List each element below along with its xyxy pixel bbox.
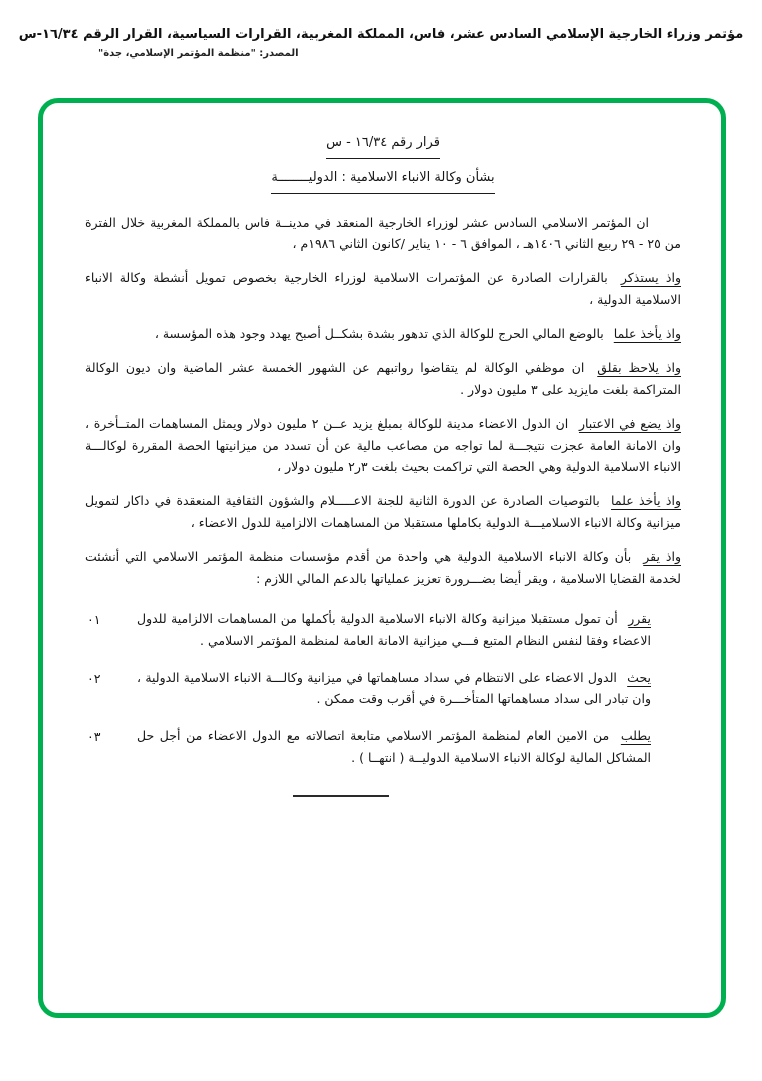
paragraph-lead: واذ يضع في الاعتبار bbox=[578, 415, 681, 431]
clause-item-2 bbox=[85, 667, 681, 711]
clause-item-1 bbox=[85, 608, 681, 652]
document-green-frame bbox=[38, 98, 726, 1018]
clause-text-block bbox=[137, 667, 651, 711]
paragraph-text: بالوضع المالي الحرج للوكالة الذي تدهور بشدة بشكــل أصبح يهدد وجود هذه المؤسسة ، bbox=[154, 326, 604, 341]
clause-text: من الامين العام لمنظمة المؤتمر الاسلامي متابعة اتصالاته مع الدول الاعضاء من أجل حل المشاكل المالية لوكالة الانباء الاسلامية الدوليــة ( انتهــا ) . bbox=[137, 728, 651, 766]
clause-lead: يحث bbox=[627, 669, 651, 685]
document-body bbox=[85, 131, 681, 797]
source-label: المصدر: "منظمة المؤتمر الإسلامي، جدة" bbox=[98, 47, 299, 59]
paragraph-noting-recommendations bbox=[85, 490, 681, 534]
clause-item-3 bbox=[85, 725, 681, 769]
clause-lead: يطلب bbox=[620, 728, 651, 744]
resolution-number-text: قرار رقم ١٦/٣٤ - س bbox=[326, 132, 440, 159]
paragraph-lead: واذ يستذكر bbox=[620, 270, 681, 286]
clause-lead: يقرر bbox=[628, 610, 651, 626]
paragraph-text: ان الدول الاعضاء مدينة للوكالة بمبلغ يزيد عــن ٢ مليون دولار ويمثل المساهمات المتــأخرة ، وان الامانة العامة عجزت نتيجـــة لما تواجه من مصاعب مالية عن أن تسدد من ميزانيتها الحصة المقررة لوكالـــة الانباء الاسلامية الدولية وهي الحصة التي تراكمت بحيث بلغت ٣ر٢ مليون دولار ، bbox=[85, 415, 681, 475]
paragraph-lead: واذ يلاحظ بقلق bbox=[597, 359, 681, 375]
paragraph-text: بالقرارات الصادرة عن المؤتمرات الاسلامية لوزراء الخارجية بخصوص تمويل أنشطة وكالة الانباء الاسلامية الدولية ، bbox=[85, 270, 681, 308]
clause-text-block bbox=[137, 725, 651, 769]
paragraph-recalling bbox=[85, 267, 681, 311]
clause-text: الدول الاعضاء على الانتظام في سداد مساهماتها في ميزانية وكالـــة الانباء الاسلامية الدولية ، وان تبادر الى سداد مساهماتها المتأخـــرة في أقرب وقت ممكن . bbox=[137, 669, 651, 707]
clause-number: ٠١ bbox=[87, 611, 101, 627]
paragraph-lead: واذ يأخذ علما bbox=[613, 326, 681, 341]
clause-number: ٠٢ bbox=[87, 670, 101, 686]
paragraph-text: ان موظفي الوكالة لم يتقاضوا رواتبهم عن الشهور الخمسة عشر الماضية وان ديون الوكالة المتراكمة بلغت مايزيد على ٣ مليون دولار . bbox=[85, 359, 681, 397]
paragraph-considering bbox=[85, 413, 681, 479]
closing-rule bbox=[293, 795, 389, 797]
paragraph-text: بأن وكالة الانباء الاسلامية الدولية هي واحدة من أقدم مؤسسات منظمة المؤتمر الاسلامي التي أنشئت لخدمة القضايا الاسلامية ، ويقر أيضا بضـــرورة تعزيز عملياتها بالدعم المالي اللازم : bbox=[85, 549, 681, 586]
resolution-subject-text: بشأن وكالة الانباء الاسلامية : الدوليــــــــة bbox=[271, 167, 494, 194]
paragraph-lead: واذ يقر bbox=[643, 549, 682, 564]
operative-clauses bbox=[85, 608, 681, 769]
clause-number: ٠٣ bbox=[87, 729, 101, 745]
paragraph-text: بالتوصيات الصادرة عن الدورة الثانية للجنة الاعـــــلام والشؤون الثقافية المنعقدة في داكار لتمويل ميزانية وكالة الانباء الاسلاميـــة الدولية بكاملها مستقبلا من المساهمات الالزامية للدول الاعضاء ، bbox=[85, 493, 681, 531]
paragraph-noting-with-concern bbox=[85, 357, 681, 401]
paragraph-taking-note bbox=[85, 323, 681, 345]
clause-text: أن تمول مستقبلا ميزانية وكالة الانباء الاسلامية الدولية بأكملها من المساهمات الالزامية للدول الاعضاء وفقا لنفس النظام المتبع فـــي ميزانية الامانة العامة لمنظمة المؤتمر الاسلامي . bbox=[137, 610, 651, 648]
document-title-block bbox=[85, 131, 681, 194]
header-title: مؤتمر وزراء الخارجية الإسلامي السادس عشر، فاس، المملكة المغربية، القرارات السياسية، القرار الرقم ١٦/٣٤-س bbox=[18, 27, 744, 42]
paragraph-preamble bbox=[85, 212, 681, 256]
paragraph-text: ان المؤتمر الاسلامي السادس عشر لوزراء الخارجية المنعقد في مدينــة فاس بالمملكة المغربية خلال الفترة من ٢٥ - ٢٩ ربيع الثاني ١٤٠٦هـ ، الموافق ٦ - ١٠ يناير /كانون الثاني ١٩٨٦م ، bbox=[85, 214, 681, 252]
paragraph-acknowledging bbox=[85, 546, 681, 590]
paragraph-lead: واذ يأخذ علما bbox=[611, 493, 681, 509]
clause-text-block bbox=[137, 608, 651, 652]
resolution-subject-title bbox=[85, 166, 681, 194]
resolution-number-title bbox=[85, 131, 681, 159]
